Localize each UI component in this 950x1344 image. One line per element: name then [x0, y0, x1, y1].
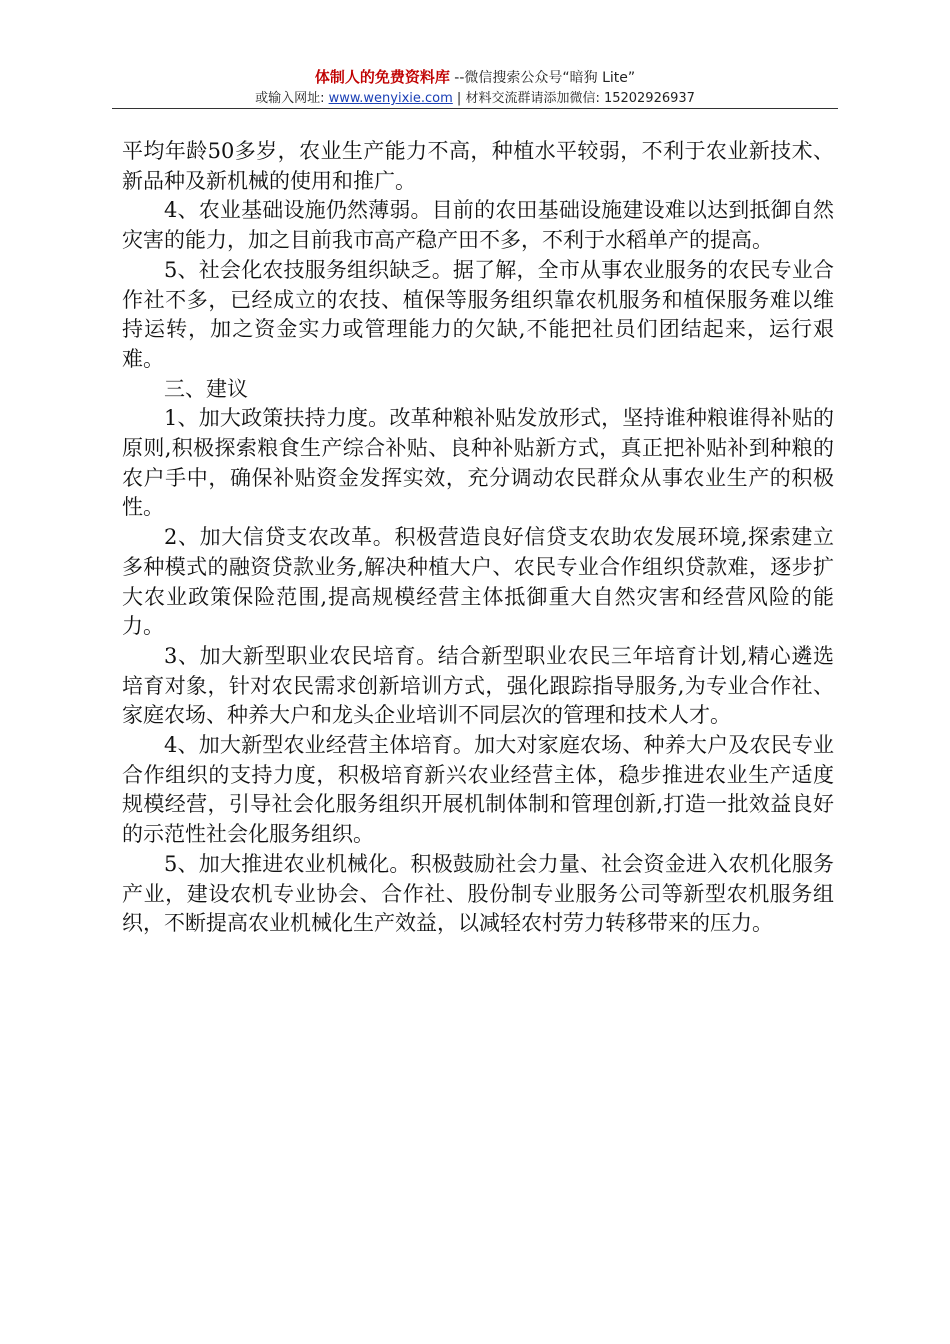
page-header [0, 66, 950, 109]
header-line-1 [0, 66, 950, 89]
document-body [122, 137, 834, 939]
header-divider [112, 108, 838, 109]
paragraph-suggestion-5: 5、加大推进农业机械化。积极鼓励社会力量、社会资金进入农机化服务产业，建设农机专业协会、合作社、股份制专业服务公司等新型农机服务组织，不断提高农业机械化生产效益，以减轻农村劳力转移带来的压力。 [122, 851, 834, 936]
section-heading-suggestions: 三、建议 [164, 376, 248, 401]
header-url-prefix: 或输入网址: [255, 91, 329, 106]
paragraph-continuation: 平均年龄50多岁，农业生产能力不高，种植水平较弱，不利于农业新技术、新品种及新机械的使用和推广。 [122, 139, 834, 193]
header-contact: | 材料交流群请添加微信: 15202926937 [452, 91, 695, 106]
header-line-2 [0, 89, 950, 109]
header-tagline: --微信搜索公众号“暗狗 Lite” [449, 70, 636, 86]
paragraph-issue-4: 4、农业基础设施仍然薄弱。目前的农田基础设施建设难以达到抵御自然灾害的能力，加之目前我市高产稳产田不多，不利于水稻单产的提高。 [122, 198, 834, 253]
paragraph-suggestion-2: 2、加大信贷支农改革。积极营造良好信贷支农助农发展环境,探索建立多种模式的融资贷款业务,解决种植大户、农民专业合作组织贷款难，逐步扩大农业政策保险范围,提高规模经营主体抵御重大自然灾害和经营风险的能力。 [122, 525, 834, 639]
header-title: 体制人的免费资料库 [314, 68, 450, 86]
paragraph-suggestion-1: 1、加大政策扶持力度。改革种粮补贴发放形式，坚持谁种粮谁得补贴的原则,积极探索粮食生产综合补贴、良种补贴新方式，真正把补贴补到种粮的农户手中，确保补贴资金发挥实效，充分调动农民群众从事农业生产的积极性。 [122, 406, 834, 520]
paragraph-suggestion-4: 4、加大新型农业经营主体培育。加大对家庭农场、种养大户及农民专业合作组织的支持力度，积极培育新兴农业经营主体，稳步推进农业生产适度规模经营，引导社会化服务组织开展机制体制和管理创新,打造一批效益良好的示范性社会化服务组织。 [122, 733, 834, 847]
paragraph-suggestion-3: 3、加大新型职业农民培育。结合新型职业农民三年培育计划,精心遴选培育对象，针对农民需求创新培训方式，强化跟踪指导服务,为专业合作社、家庭农场、种养大户和龙头企业培训不同层次的管理和技术人才。 [122, 643, 834, 728]
website-link[interactable]: www.wenyixie.com [328, 91, 453, 106]
paragraph-issue-5: 5、社会化农技服务组织缺乏。据了解，全市从事农业服务的农民专业合作社不多，已经成立的农技、植保等服务组织靠农机服务和植保服务难以维持运转，加之资金实力或管理能力的欠缺,不能把社员们团结起来，运行艰难。 [122, 257, 834, 371]
